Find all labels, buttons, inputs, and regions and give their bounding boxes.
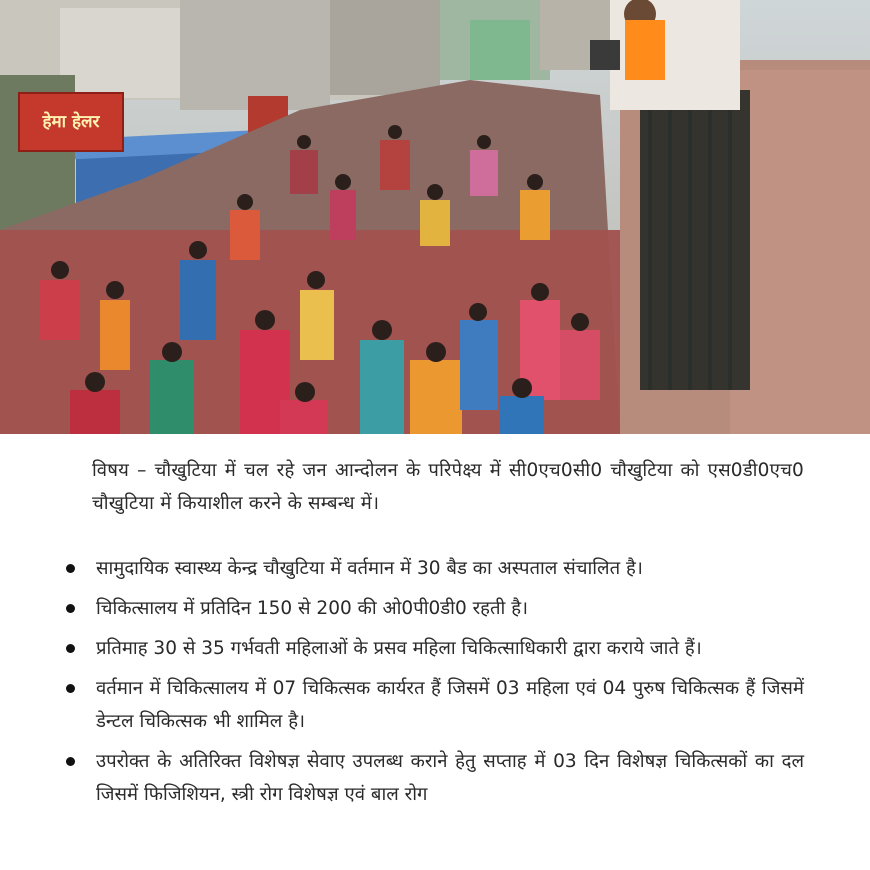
bullet-icon <box>66 757 75 766</box>
letter-excerpt <box>0 434 870 870</box>
bullet-text: सामुदायिक स्वास्थ्य केन्द्र चौखुटिया में वर्तमान में 30 बैड का अस्पताल संचालित है। <box>96 558 643 579</box>
bullet-list <box>64 552 804 818</box>
shop-signboard: हेमा हेलर <box>18 92 124 152</box>
bullet-item <box>64 592 804 625</box>
bullet-icon <box>66 604 75 613</box>
bullet-text: प्रतिमाह 30 से 35 गर्भवती महिलाओं के प्रसव महिला चिकित्साधिकारी द्वारा कराये जाते हैं। <box>96 638 702 659</box>
bullet-item <box>64 552 804 585</box>
protest-crowd-photo <box>0 0 870 434</box>
bullet-text: उपरोक्त के अतिरिक्त विशेषज्ञ सेवाए उपलब्ध कराने हेतु सप्ताह में 03 दिन विशेषज्ञ चिकित्सकों का दल जिसमें फिजिशियन, स्त्री रोग विशेषज्ञ एवं बाल रोग <box>96 751 804 805</box>
crowd-scene-illustration <box>0 0 870 434</box>
bullet-icon <box>66 644 75 653</box>
bullet-text: चिकित्सालय में प्रतिदिन 150 से 200 की ओ0पी0डी0 रहती है। <box>96 598 529 619</box>
subject-line: विषय – चौखुटिया में चल रहे जन आन्दोलन के परिपेक्ष्य में सी0एच0सी0 चौखुटिया को एस0डी0एच0 चौखुटिया में कियाशील करने के सम्बन्ध में। <box>92 460 804 514</box>
bullet-icon <box>66 684 75 693</box>
bullet-icon <box>66 564 75 573</box>
bullet-text: वर्तमान में चिकित्सालय में 07 चिकित्सक कार्यरत हैं जिसमें 03 महिला एवं 04 पुरुष चिकित्सक हैं जिसमें डेन्टल चिकित्सक भी शामिल है। <box>96 678 804 732</box>
bullet-item <box>64 632 804 665</box>
bullet-item <box>64 672 804 738</box>
bullet-item <box>64 745 804 811</box>
